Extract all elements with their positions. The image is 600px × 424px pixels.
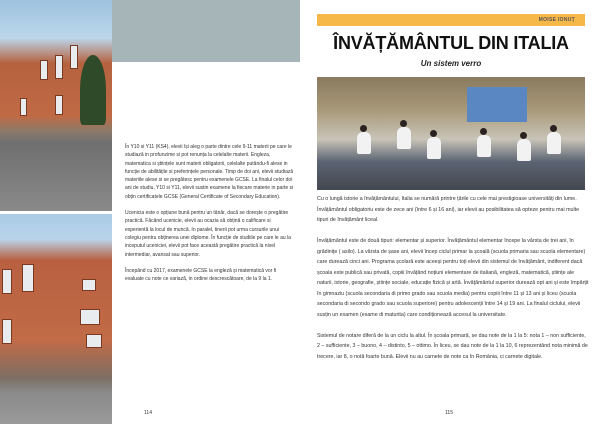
paragraph: Cu o lungă istorie a învățământului, Italia se numără printre țările cu cele mai prestigioase universități din lume. Învățământul obligatoriu este de zece ani (între 6 și 16 ani), iar elevii au posibilitatea să opteze pentru mai multe tipuri de învățământ liceal.: [317, 196, 580, 223]
right-page-body: [317, 194, 589, 373]
decorative-grey-block: [112, 0, 300, 62]
page-number-right: 115: [445, 410, 453, 416]
header-accent-bar: [317, 14, 585, 26]
page-number-left: 114: [144, 410, 152, 416]
paragraph: În Y10 si Y11 (KS4), elevii își aleg o parte dintre cele 9-11 materii pe care le studiază in profunzime si pot renunța la celelalte materii. Engleza, matematica si științele sunt materii obligatorii, celelalte putându-fi alese in funcție de abilitățile si preferințele personale. Timp de doi ani, elevii studiază materiile alese si se pregătesc pentru examenele GCSE. La finalul celor doi ani de studiu, Y10 si Y11, elevii sustin examene la fiecare materie in parte si obțin certificatele GCSE (General Certificate of Secondary Education).: [125, 144, 294, 200]
paragraph: Începând cu 2017, examenele GCSE la engleză și matematică vor fi evaluate cu note ce variază, in ordine descrescătoare, de la 9 la 1.: [125, 267, 277, 283]
paragraph: Ucenicia este o opțiune bună pentru un tânăr, dacă se dorește o pregătire practică. Făcând ucenicie, elevii au ocazia să obțină o calificare si experientă la locul de muncă. In paralel, tinerii pot urma cursurile unui colegiu pentru obținerea unei diplome. În funcție de studiile pe care le au la inceputul uceniciei, elevii pot face această pregătire practică la nivel intermediar, avansat sau superior.: [125, 210, 291, 258]
article-subtitle: Un sistem verro: [420, 59, 482, 68]
classroom-photo: [317, 77, 585, 190]
school-building-photo-top: [0, 0, 112, 211]
paragraph: Învățământul este de două tipuri: elementar și superior. Învățământul elementar începe la vârsta de trei ani, în grădinițe ( asilo). La vârsta de șase ani, elevii încep ciclul primar la școală (scuola primaria sau scuola elementare) care durează cinci ani. Programa școlară este aceeși pentru toți elevii din sistemul de învățământ, indiferent dacă școala este publică sau privată, copiii învățând noțiuni elementare de italiană, engleză, matematică, științe ale naturii, istorie, geografie, științe sociale, educație fizică și artă. Învățământul superior durează opt ani și este împărțit în gimnaziu (scuola secondaria di primo grado sau scuola media) pentru copiii între 11 și 13 ani și liceu (scuola secondaria di secondo grado sau scuola superiore) pentru adolescenții între 14 și 19 ani. La finalul ciclului, elevii susțin un examen (esame di maturita) care condiționează accesul la universitate.: [317, 238, 589, 318]
paragraph: Sistemul de notare diferă de la un ciclu la altul. În școala primară, se dau note de la 1 la 5: nota 1 – non sufficiente, 2 – sufficiente, 3 – buono, 4 – distinto, 5 – ottimo. În liceu, se dau note de la 1 la 10, 6 reprezentând nota minimă de trecere, iar 8, o notă foarte bună. Elevii nu au carnete de note ca în România, ci carnete digitale.: [317, 332, 588, 360]
author-name: MOISE IONUȚ: [538, 17, 575, 23]
article-title: ÎNVĂȚĂMÂNTUL DIN ITALIA: [333, 33, 569, 53]
left-page-body: [125, 143, 295, 291]
school-building-photo-bottom: [0, 214, 112, 424]
